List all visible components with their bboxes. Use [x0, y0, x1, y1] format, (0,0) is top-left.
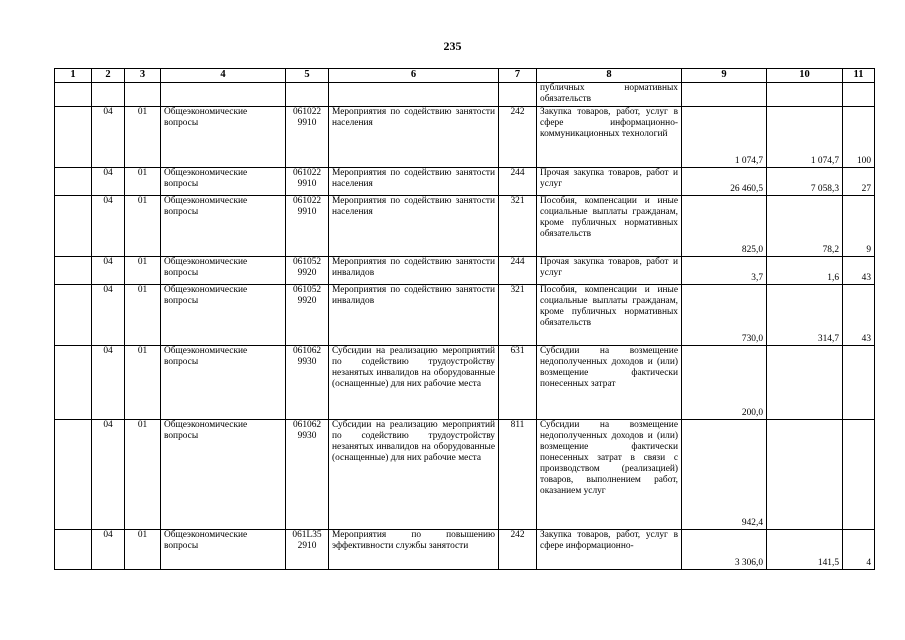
cell-percent: [843, 83, 875, 107]
cell-target-code: 061052 9920: [286, 285, 329, 346]
cell-percent: [843, 346, 875, 420]
cell-percent: 9: [843, 196, 875, 257]
cell-planned: 825,0: [682, 196, 767, 257]
cell-activity: Субсидии на реализацию мероприятий по содействию трудоустройству незанятых инвалидов на оборудованные (оснащенные) для них рабочие места: [329, 346, 499, 420]
col-header: 10: [767, 69, 843, 83]
col-header: 9: [682, 69, 767, 83]
cell-section: 04: [92, 168, 125, 196]
header-row: [55, 69, 875, 83]
cell-planned: 1 074,7: [682, 107, 767, 168]
col-header: 4: [161, 69, 286, 83]
cell-section: 04: [92, 107, 125, 168]
cell-subsection: 01: [125, 196, 161, 257]
cell-planned: [682, 83, 767, 107]
cell-subsection: 01: [125, 285, 161, 346]
cell-expense-name: публичных нормативных обязательств: [537, 83, 682, 107]
budget-table: [54, 68, 875, 570]
cell-planned: 730,0: [682, 285, 767, 346]
cell-activity: Мероприятия по содействию занятости инвалидов: [329, 257, 499, 285]
cell-section: 04: [92, 285, 125, 346]
cell-expense-type: 321: [499, 196, 537, 257]
cell-target-code: [286, 83, 329, 107]
cell-planned: 200,0: [682, 346, 767, 420]
page-number: 235: [443, 39, 462, 53]
cell-expense-name: Прочая закупка товаров, работ и услуг: [537, 257, 682, 285]
cell-executed: 314,7: [767, 285, 843, 346]
cell-col1: [55, 257, 92, 285]
cell-executed: 1 074,7: [767, 107, 843, 168]
cell-expense-name: Субсидии на возмещение недополученных доходов и (или) возмещение фактически понесенных затрат в связи с производством (реализацией) товаров, выполнением работ, оказанием услуг: [537, 420, 682, 530]
cell-section: 04: [92, 257, 125, 285]
cell-target-code: 061062 9930: [286, 346, 329, 420]
cell-expense-type: 242: [499, 107, 537, 168]
cell-target-code: 061022 9910: [286, 107, 329, 168]
cell-section: [92, 83, 125, 107]
cell-expense-type: 321: [499, 285, 537, 346]
cell-activity: Мероприятия по содействию занятости инвалидов: [329, 285, 499, 346]
cell-planned: 3 306,0: [682, 530, 767, 570]
col-header: 1: [55, 69, 92, 83]
cell-expense-type: 244: [499, 168, 537, 196]
cell-executed: 141,5: [767, 530, 843, 570]
cell-expense-type: 811: [499, 420, 537, 530]
cell-percent: 27: [843, 168, 875, 196]
cell-percent: 100: [843, 107, 875, 168]
table-row: [55, 168, 875, 196]
cell-expense-type: 631: [499, 346, 537, 420]
cell-target-code: 061062 9930: [286, 420, 329, 530]
cell-col1: [55, 530, 92, 570]
cell-subsection: 01: [125, 107, 161, 168]
cell-section: 04: [92, 346, 125, 420]
cell-subsection: 01: [125, 257, 161, 285]
cell-expense-name: Закупка товаров, работ, услуг в сфере информационно-: [537, 530, 682, 570]
cell-col1: [55, 285, 92, 346]
cell-percent: 4: [843, 530, 875, 570]
table-row: [55, 285, 875, 346]
cell-planned: 3,7: [682, 257, 767, 285]
col-header: 6: [329, 69, 499, 83]
cell-executed: [767, 420, 843, 530]
cell-section: 04: [92, 196, 125, 257]
cell-col1: [55, 196, 92, 257]
cell-activity: Мероприятия по повышению эффективности службы занятости: [329, 530, 499, 570]
cell-subsection: 01: [125, 168, 161, 196]
cell-col1: [55, 83, 92, 107]
col-header: 5: [286, 69, 329, 83]
cell-planned: 26 460,5: [682, 168, 767, 196]
cell-executed: [767, 346, 843, 420]
cell-expense-type: [499, 83, 537, 107]
cell-name: Общеэкономические вопросы: [161, 420, 286, 530]
cell-planned: 942,4: [682, 420, 767, 530]
cell-expense-name: Пособия, компенсации и иные социальные выплаты гражданам, кроме публичных нормативных обязательств: [537, 285, 682, 346]
cell-col1: [55, 168, 92, 196]
cell-name: Общеэкономические вопросы: [161, 346, 286, 420]
cell-section: 04: [92, 530, 125, 570]
cell-activity: Мероприятия по содействию занятости населения: [329, 107, 499, 168]
cell-target-code: 061052 9920: [286, 257, 329, 285]
cell-name: Общеэкономические вопросы: [161, 107, 286, 168]
table-row: [55, 257, 875, 285]
cell-name: Общеэкономические вопросы: [161, 168, 286, 196]
cell-executed: 78,2: [767, 196, 843, 257]
cell-percent: 43: [843, 257, 875, 285]
cell-subsection: [125, 83, 161, 107]
table-row: [55, 107, 875, 168]
col-header: 7: [499, 69, 537, 83]
table-row: [55, 420, 875, 530]
cell-target-code: 061022 9910: [286, 196, 329, 257]
cell-col1: [55, 107, 92, 168]
cell-percent: 43: [843, 285, 875, 346]
cell-name: Общеэкономические вопросы: [161, 257, 286, 285]
cell-executed: 7 058,3: [767, 168, 843, 196]
table-row: [55, 83, 875, 107]
cell-expense-type: 244: [499, 257, 537, 285]
cell-subsection: 01: [125, 530, 161, 570]
cell-subsection: 01: [125, 420, 161, 530]
cell-expense-name: Прочая закупка товаров, работ и услуг: [537, 168, 682, 196]
cell-col1: [55, 346, 92, 420]
cell-col1: [55, 420, 92, 530]
table-row: [55, 530, 875, 570]
cell-activity: Мероприятия по содействию занятости населения: [329, 196, 499, 257]
cell-executed: [767, 83, 843, 107]
cell-activity: [329, 83, 499, 107]
col-header: 2: [92, 69, 125, 83]
cell-executed: 1,6: [767, 257, 843, 285]
cell-expense-name: Субсидии на возмещение недополученных доходов и (или) возмещение фактически понесенных затрат: [537, 346, 682, 420]
cell-percent: [843, 420, 875, 530]
col-header: 8: [537, 69, 682, 83]
cell-subsection: 01: [125, 346, 161, 420]
cell-expense-name: Пособия, компенсации и иные социальные выплаты гражданам, кроме публичных нормативных обязательств: [537, 196, 682, 257]
cell-target-code: 061L35 2910: [286, 530, 329, 570]
cell-activity: Субсидии на реализацию мероприятий по содействию трудоустройству незанятых инвалидов на оборудованные (оснащенные) для них рабочие места: [329, 420, 499, 530]
cell-name: Общеэкономические вопросы: [161, 530, 286, 570]
cell-expense-name: Закупка товаров, работ, услуг в сфере информационно-коммуникационных технологий: [537, 107, 682, 168]
table-row: [55, 346, 875, 420]
cell-name: Общеэкономические вопросы: [161, 196, 286, 257]
col-header: 11: [843, 69, 875, 83]
cell-expense-type: 242: [499, 530, 537, 570]
table-row: [55, 196, 875, 257]
cell-target-code: 061022 9910: [286, 168, 329, 196]
cell-section: 04: [92, 420, 125, 530]
col-header: 3: [125, 69, 161, 83]
cell-name: [161, 83, 286, 107]
cell-activity: Мероприятия по содействию занятости населения: [329, 168, 499, 196]
cell-name: Общеэкономические вопросы: [161, 285, 286, 346]
